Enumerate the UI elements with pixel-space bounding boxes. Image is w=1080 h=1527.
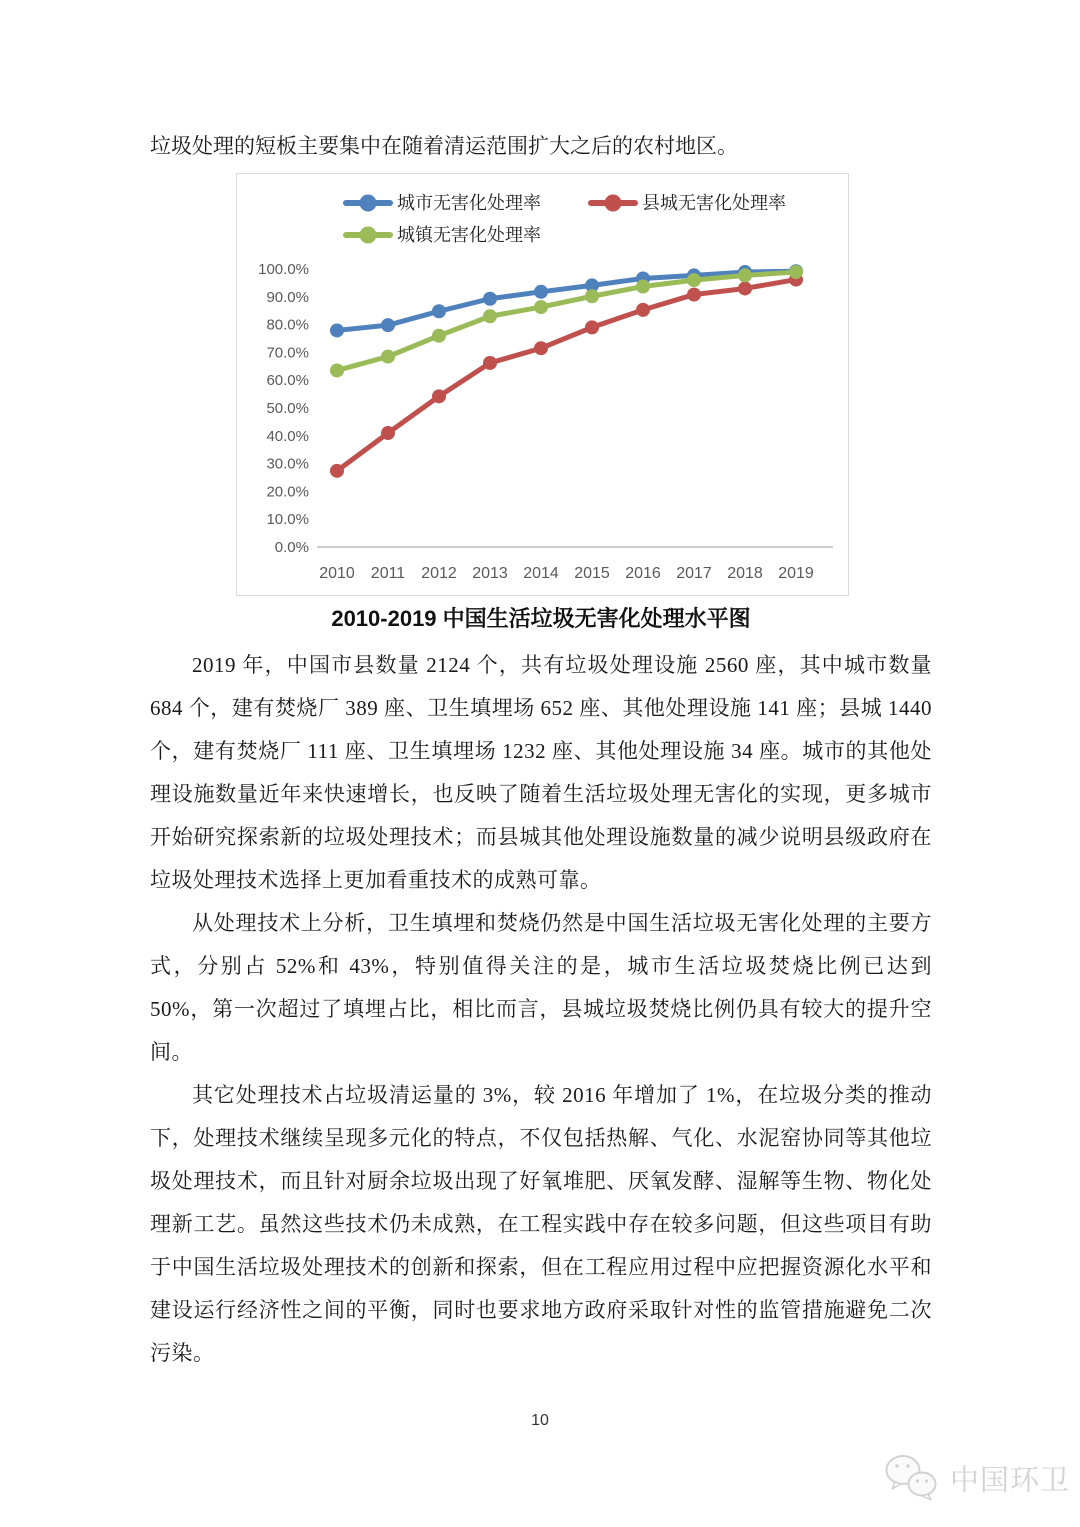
y-axis-tick: 10.0%	[266, 511, 309, 529]
legend-marker-dot	[360, 195, 377, 212]
data-point	[534, 341, 548, 355]
paragraph-other-technologies: 其它处理技术占垃圾清运量的 3%，较 2016 年增加了 1%，在垃圾分类的推动下，处理技术继续呈现多元化的特点，不仅包括热解、气化、水泥窑协同等其他垃圾处理技术，而且针对厨余垃圾出现了好氧堆肥、厌氧发酵、湿解等生物、物化处理新工艺。虽然这些技术仍未成熟，在工程实践中存在较多问题，但这些项目有助于中国生活垃圾处理技术的创新和探索，但在工程应用过程中应把握资源化水平和建设运行经济性之间的平衡，同时也要求地方政府采取针对性的监管措施避免二次污染。	[150, 1083, 932, 1365]
y-axis-tick: 30.0%	[266, 455, 309, 473]
data-point	[483, 356, 497, 370]
series-line	[337, 280, 796, 471]
data-point	[738, 281, 752, 295]
chart-canvas	[237, 174, 848, 595]
x-axis-tick: 2015	[574, 565, 610, 582]
x-axis-tick: 2013	[472, 565, 508, 582]
data-point	[534, 285, 548, 299]
x-axis-tick: 2016	[625, 565, 661, 582]
data-point	[636, 303, 650, 317]
data-point	[687, 273, 701, 287]
data-point	[330, 464, 344, 478]
data-point	[585, 289, 599, 303]
data-point	[483, 309, 497, 323]
x-axis-tick: 2018	[727, 565, 763, 582]
legend-marker-dot	[360, 227, 377, 244]
data-point	[585, 320, 599, 334]
data-point	[381, 426, 395, 440]
x-axis-tick: 2010	[319, 565, 355, 582]
y-axis-tick: 90.0%	[266, 288, 309, 306]
paragraph-technology-share: 从处理技术上分析，卫生填埋和焚烧仍然是中国生活垃圾无害化处理的主要方式，分别占 52%和 43%，特别值得关注的是，城市生活垃圾焚烧比例已达到 50%，第一次超过了填埋占比，相比而言，县城垃圾焚烧比例仍具有较大的提升空间。	[150, 911, 932, 1064]
y-axis-tick: 40.0%	[266, 427, 309, 445]
x-axis-tick: 2017	[676, 565, 712, 582]
legend-label: 县城无害化处理率	[642, 193, 786, 213]
y-axis-tick: 20.0%	[266, 483, 309, 501]
data-point	[687, 288, 701, 302]
page-number: 10	[531, 1412, 549, 1429]
data-point	[432, 389, 446, 403]
x-axis-tick: 2019	[778, 565, 814, 582]
data-point	[789, 265, 803, 279]
paragraph-facilities: 2019 年，中国市县数量 2124 个，共有垃圾处理设施 2560 座，其中城市数量 684 个，建有焚烧厂 389 座、卫生填埋场 652 座、其他处理设施 141 座；县城 1440 个，建有焚烧厂 111 座、卫生填埋场 1232 座、其他处理设施 34 座。城市的其他处理设施数量近年来快速增长，也反映了随着生活垃圾处理无害化的实现，更多城市开始研究探索新的垃圾处理技术；而县城其他处理设施数量的减少说明县级政府在垃圾处理技术选择上更加看重技术的成熟可靠。	[150, 653, 932, 892]
wechat-icon	[882, 1453, 940, 1503]
data-point	[738, 268, 752, 282]
data-point	[483, 292, 497, 306]
data-point	[381, 350, 395, 364]
data-point	[432, 329, 446, 343]
data-point	[534, 300, 548, 314]
legend-marker-dot	[605, 195, 622, 212]
x-axis-tick: 2012	[421, 565, 457, 582]
y-axis-tick: 60.0%	[266, 372, 309, 390]
y-axis-tick: 50.0%	[266, 400, 309, 417]
data-point	[330, 363, 344, 377]
data-point	[636, 280, 650, 294]
y-axis-tick: 70.0%	[266, 344, 309, 362]
data-point	[381, 318, 395, 332]
y-axis-tick: 0.0%	[274, 539, 309, 556]
data-point	[330, 323, 344, 337]
y-axis-tick: 80.0%	[266, 316, 309, 334]
legend-label: 城市无害化处理率	[397, 193, 541, 213]
chart-caption: 2010-2019 中国生活垃圾无害化处理水平图	[331, 606, 751, 631]
x-axis-tick: 2014	[523, 565, 559, 582]
legend-label: 城镇无害化处理率	[397, 225, 541, 245]
y-axis-tick: 100.0%	[258, 261, 309, 278]
lead-text: 垃圾处理的短板主要集中在随着清运范围扩大之后的农村地区。	[150, 134, 738, 158]
x-axis-tick: 2011	[370, 565, 406, 582]
watermark	[882, 1452, 1070, 1504]
waste-treatment-chart	[236, 173, 849, 596]
data-point	[432, 304, 446, 318]
watermark-label: 中国环卫	[950, 1464, 1071, 1497]
body-text	[150, 644, 932, 1375]
